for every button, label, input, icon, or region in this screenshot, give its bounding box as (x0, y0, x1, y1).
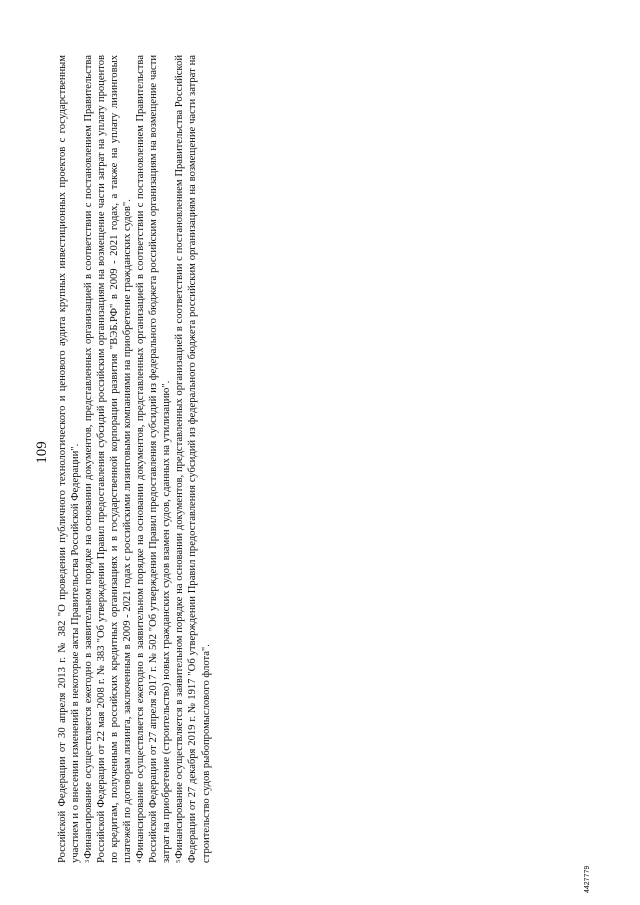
footnote-text: Финансирование осуществляется в заявительном порядке на основании документов, представленных организацией в соответствии с постановлением Правительства Российской Федерации от 27 декабря 2019 г. № 1917 "Об утверждении Правил предоставления субсидий из федерального бюджета российским организациям на возмещение части затрат на строительство судов рыбопромыслового флота". (174, 55, 212, 863)
footnotes-block (56, 55, 213, 863)
footnote-5 (173, 55, 212, 863)
footnote-3 (82, 55, 134, 863)
footnote-marker: 5 (175, 859, 183, 863)
footnote-text: Финансирование осуществляется ежегодно в заявительном порядке на основании документов, представленных организацией в соответствии с постановлением Правительства Российской Федерации от 22 мая 2008 г. № 383 "Об утверждении Правил предоставления субсидий российским организациям на возмещение части затрат на уплату процентов по кредитам, полученным в российских кредитных организациях и в государственной корпорации развития "ВЭБ.РФ" в 2009 - 2021 годах, а также на уплату лизинговых платежей по договорам лизинга, заключенным в 2009 - 2021 годах с российскими лизинговыми компаниями на приобретение гражданских судов". (83, 55, 134, 863)
footnote-marker: 4 (136, 859, 144, 863)
footnote-marker: 3 (84, 859, 92, 863)
footnote-text: Финансирование осуществляется ежегодно в заявительном порядке на основании документов, представленных организацией в соответствии с постановлением Правительства Российской Федерации от 27 апреля 2017 г. № 502 "Об утверждении Правил предоставления субсидий из федерального бюджета российским организациям на возмещение части затрат на приобретение (строительство) новых гражданских судов взамен судов, сданных на утилизацию". (135, 55, 173, 863)
footnote-4 (134, 55, 173, 863)
continuation-paragraph: Российской Федерации от 30 апреля 2013 г. № 382 "О проведении публичного технологического и ценового аудита крупных инвестиционных проектов с государственным участием и о внесении изменений в некоторые акты Правительства Российской Федерации". (57, 55, 82, 863)
page-number: 109 (34, 441, 50, 464)
document-id: 4427779 (584, 865, 591, 893)
